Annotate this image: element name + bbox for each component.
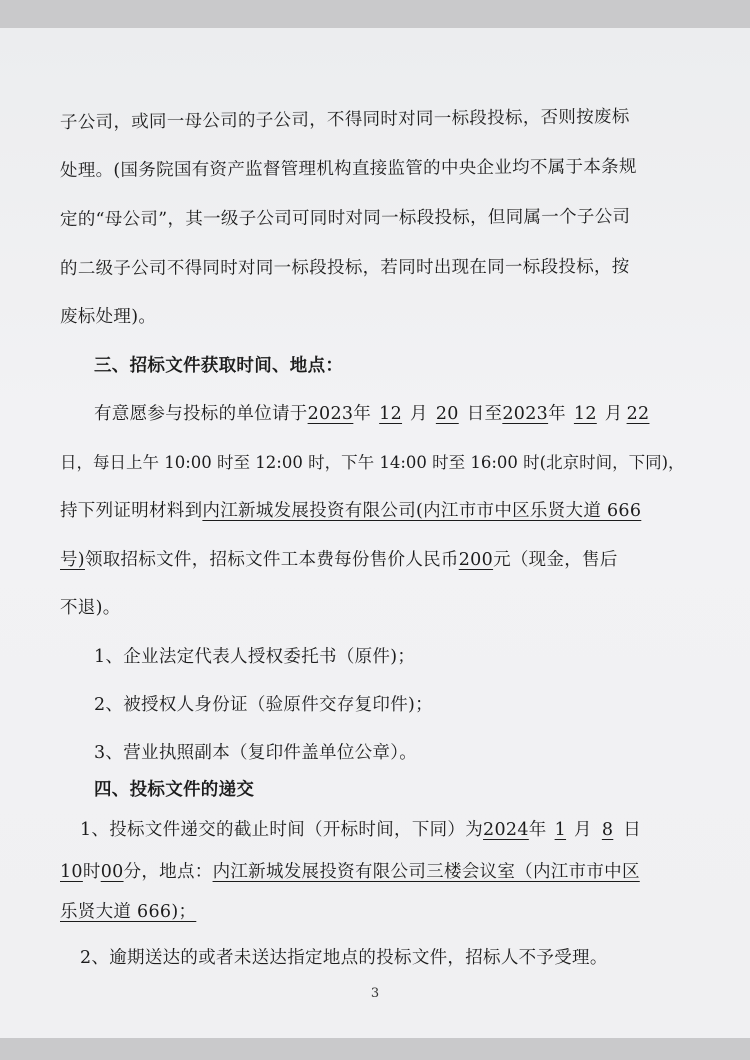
list-item <box>94 645 734 669</box>
underlined-field: 12 <box>379 404 403 424</box>
underlined-field: 22 <box>626 404 650 424</box>
section-heading <box>94 354 734 378</box>
paragraph-line <box>60 255 700 281</box>
underlined-field: 00 <box>100 862 124 882</box>
text-segment: 月 <box>604 404 623 424</box>
underlined-field: 2023 <box>502 404 549 424</box>
underlined-field: 内江新城发展投资有限公司三楼会议室（内江市市中区 <box>212 862 640 882</box>
paragraph-line <box>80 818 720 842</box>
paragraph-line <box>60 104 700 135</box>
text-segment: 有意愿参与投标的单位请于 <box>94 404 308 424</box>
underlined-field: 乐贤大道 666)； <box>60 902 197 922</box>
text-segment: 月 <box>410 404 428 424</box>
paragraph-line <box>60 499 700 523</box>
paragraph-line <box>60 305 700 329</box>
text-segment: 1、投标文件递交的截止时间（开标时间，下同）为 <box>80 820 484 840</box>
text-segment: 元（现金，售后 <box>493 550 618 570</box>
heading-text: 三、招标文件获取时间、地点： <box>94 356 344 376</box>
text-line: 子公司，或同一母公司的子公司，不得同时对同一标段投标，否则按废标 <box>59 107 630 133</box>
paragraph-line <box>94 402 734 426</box>
section-heading <box>94 778 734 802</box>
text-line: 不退)。 <box>60 598 121 618</box>
list-item-text: 2、被授权人身份证（验原件交存复印件)； <box>94 695 433 715</box>
paragraph-line <box>60 860 700 884</box>
text-line: 的二级子公司不得同时对同一标段投标，若同时出现在同一标段投标，按 <box>59 257 630 279</box>
underlined-field: 2023 <box>307 404 354 424</box>
paragraph-line <box>60 205 700 232</box>
list-item-text: 1、企业法定代表人授权委托书（原件)； <box>94 647 416 667</box>
underlined-field: 200 <box>458 550 494 570</box>
underlined-field: 20 <box>435 404 459 424</box>
list-item-text: 3、营业执照副本（复印件盖单位公章）。 <box>94 743 418 763</box>
text-segment: 时 <box>82 862 101 882</box>
text-segment: 领取招标文件，招标文件工本费每份售价人民币 <box>84 550 459 570</box>
text-line: 定的“母公司”，其一级子公司可同时对同一标段投标，但同属一个子公司 <box>59 207 631 230</box>
underlined-field: 10 <box>60 862 83 882</box>
heading-text: 四、投标文件的递交 <box>94 780 255 800</box>
paragraph-line <box>80 946 720 970</box>
text-line: 废标处理)。 <box>60 307 157 327</box>
paragraph-line <box>60 596 700 620</box>
text-segment: 年 <box>353 404 372 424</box>
document-page <box>0 28 750 1038</box>
text-segment: 月 <box>574 820 592 840</box>
list-item <box>94 693 734 717</box>
text-line: 日，每日上午 10:00 时至 12:00 时，下午 14:00 时至 16:00 时(北京时间，下同)， <box>60 453 685 472</box>
text-segment: 年 <box>528 820 547 840</box>
text-segment: 分，地点： <box>123 862 213 882</box>
text-segment: 持下列证明材料到 <box>60 501 203 521</box>
underlined-field: 12 <box>573 404 597 424</box>
text-segment: 年 <box>548 404 566 424</box>
underlined-field: 内江新城发展投资有限公司(内江市市中区乐贤大道 666 <box>202 501 642 521</box>
text-segment: 日至 <box>466 404 503 424</box>
underlined-field: 1 <box>554 820 567 840</box>
paragraph-line <box>60 548 700 572</box>
text-segment: 日 <box>623 820 642 840</box>
page-number: 3 <box>370 986 380 1001</box>
list-item <box>94 741 734 765</box>
underlined-field: 2024 <box>483 820 529 840</box>
text-line: 2、逾期送达的或者未送达指定地点的投标文件，招标人不予受理。 <box>80 948 608 968</box>
paragraph-line <box>60 900 700 924</box>
underlined-field: 号) <box>60 550 85 570</box>
text-line: 处理。(国务院国有资产监督管理机构直接监管的中央企业均不属于本条规 <box>59 156 637 181</box>
underlined-field: 8 <box>601 820 614 840</box>
paragraph-line <box>60 155 700 183</box>
paragraph-line <box>60 451 700 475</box>
